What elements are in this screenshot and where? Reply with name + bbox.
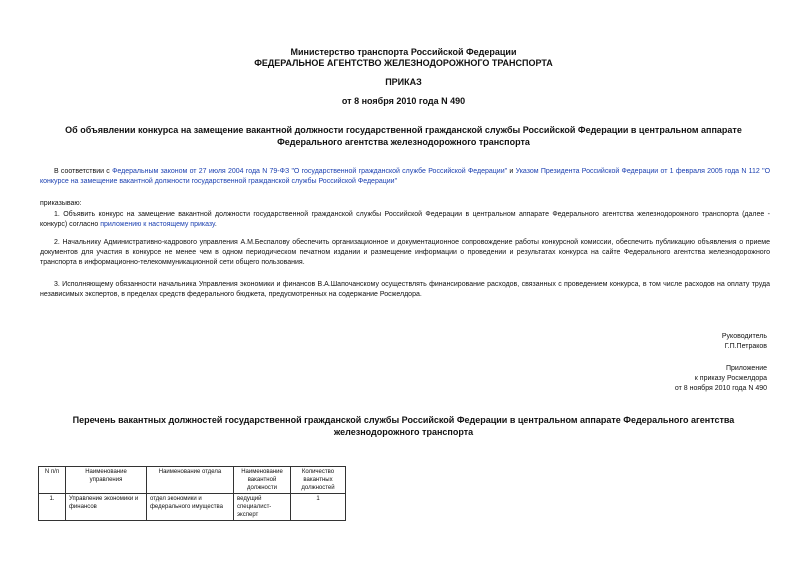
- item-1: [40, 210, 770, 230]
- preamble-paragraph: [40, 167, 770, 187]
- ministry-heading: Министерство транспорта Российской Федерации: [290, 47, 517, 57]
- appendix-link[interactable]: приложению к настоящему приказу: [100, 221, 215, 228]
- signature-name: Г.П.Петраков: [724, 343, 767, 350]
- signature-role: Руководитель: [721, 333, 767, 340]
- cell-position: ведущий специалист-эксперт: [234, 494, 291, 521]
- cell-department: Управление экономики и финансов: [66, 494, 147, 521]
- doc-date-number: от 8 ноября 2010 года N 490: [341, 96, 466, 106]
- cell-section: отдел экономики и федерального имущества: [147, 494, 234, 521]
- item-3: 3. Исполняющему обязанности начальника Управления экономики и финансов В.А.Шапочанскому осуществлять финансирование расходов, связанных с проведением конкурса, в том числе расходов на оплату труда независимых экспертов, в пределах средств федерального бюджета, предусмотренных на содержание Росжелдора.: [40, 281, 770, 298]
- order-word: приказываю:: [40, 200, 82, 207]
- item-1-text: 1. Объявить конкурс на замещение вакантной должности государственной гражданской службы Российской Федерации в центральном аппарате Федерального агентства железнодорожного транспорта (далее - конкурс) согласно: [40, 211, 770, 228]
- table-header-row: [39, 467, 346, 494]
- order-title-line1: Об объявлении конкурса на замещение вакантной должности государственной гражданской службы Российской Федерации в центральном аппарате: [65, 125, 742, 135]
- doc-type: ПРИКАЗ: [385, 77, 422, 87]
- cell-count: 1: [291, 494, 346, 521]
- preamble-text-start: В соответствии с: [54, 168, 113, 175]
- preamble-text-and: и: [507, 168, 516, 175]
- federal-law-link[interactable]: Федеральным законом от 27 июля 2004 года N 79-ФЗ "О государственной гражданской службе Российской Федерации": [112, 168, 508, 175]
- header-position: Наименование вакантной должности: [234, 467, 291, 494]
- header-section: Наименование отдела: [147, 467, 234, 494]
- list-title-line2: железнодорожного транспорта: [333, 427, 474, 437]
- appendix-label: Приложение: [725, 365, 767, 372]
- table-row: [39, 494, 346, 521]
- vacancies-table: [38, 466, 346, 521]
- order-title: [60, 124, 747, 148]
- list-title-line1: Перечень вакантных должностей государственной гражданской службы Российской Федерации в центральном аппарате Федерального агентства: [72, 415, 735, 425]
- agency-heading: ФЕДЕРАЛЬНОЕ АГЕНТСТВО ЖЕЛЕЗНОДОРОЖНОГО ТРАНСПОРТА: [254, 58, 553, 68]
- header-count: Количество вакантных должностей: [291, 467, 346, 494]
- list-title: [60, 414, 747, 438]
- presidential-decree-link[interactable]: Указом Президента Российской Федерации от 1 февраля 2005 года N 112 "О конкурсе на замещение вакантной должности государственной гражданской службы Российской Федерации": [40, 168, 771, 185]
- header-department: Наименование управления: [66, 467, 147, 494]
- order-title-line2: Федерального агентства железнодорожного транспорта: [277, 137, 530, 147]
- cell-number: 1.: [39, 494, 66, 521]
- appendix-date: от 8 ноября 2010 года N 490: [674, 385, 767, 392]
- item-1-end: .: [214, 221, 217, 228]
- item-2: 2. Начальнику Административно-кадрового управления А.М.Беспалову обеспечить организационное и документационное сопровождение работы конкурсной комиссии, обеспечить публикацию объявления о приеме документов для участия в конкурсе не менее чем в одном периодическом печатном издании и размещение информации о проведении и результатах конкурса на сайте Федерального агентства железнодорожного транспорта в информационно-телекоммуникационной сети общего пользования.: [40, 239, 770, 266]
- header-number: N п/п: [39, 467, 66, 494]
- appendix-to-order: к приказу Росжелдора: [694, 375, 767, 382]
